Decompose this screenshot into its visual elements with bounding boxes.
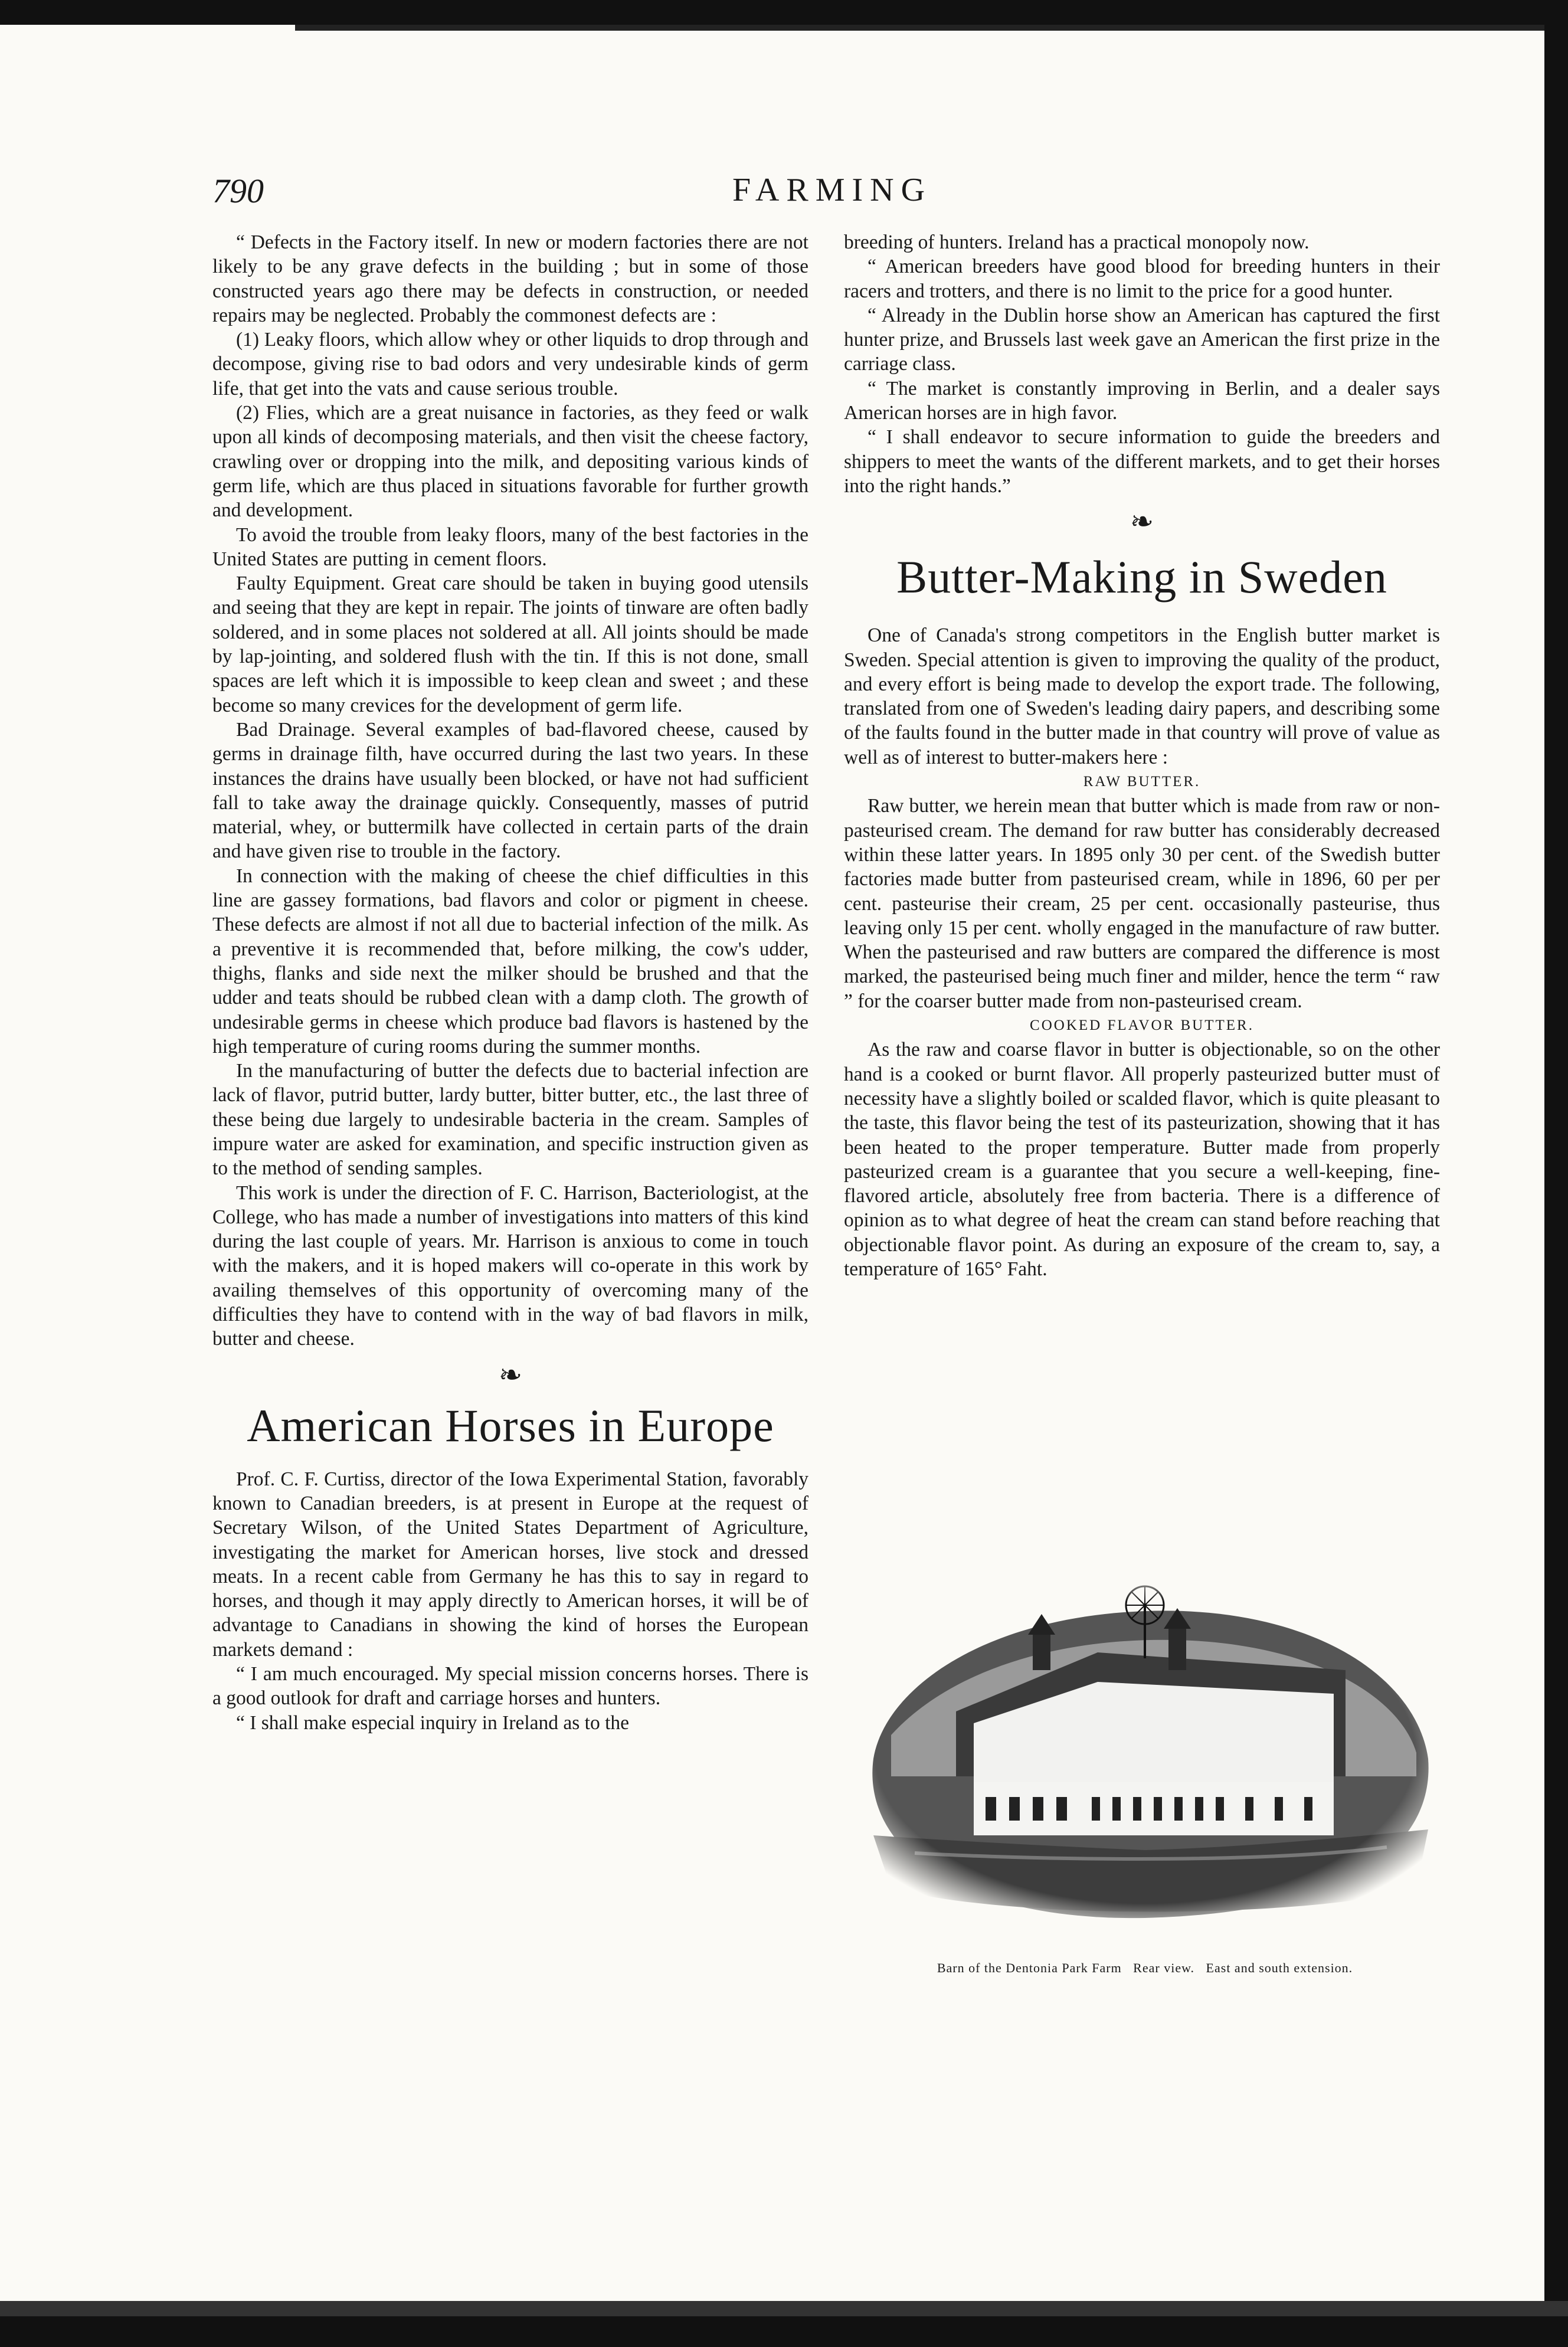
paragraph: breeding of hunters. Ireland has a practical monopoly now. <box>844 231 1310 253</box>
paragraph: “ Defects in the Factory itself. In new or modern factories there are not likely to be any grave defects in the building ; but in some of those constructed years ago there may be defects in construction, or needed repairs may be neglected. Probably the commonest defects are : <box>212 231 808 326</box>
paragraph: This work is under the direction of F. C. Harrison, Bacteriologist, at the College, who has made a number of investigations into matters of this kind during the last couple of years. Mr. Harrison is anxious to come in touch with the makers, and it is hoped makers will co-operate in this work by availing themselves of this opportunity of overcoming many of the difficulties they have to contend with in the way of bad flavors in milk, butter and cheese. <box>212 1181 808 1350</box>
paragraph: As the raw and coarse flavor in butter is objectionable, so on the other hand is a cooked or burnt flavor. All properly pasteurized butter must of necessity have a slightly boiled or scalded flavor, which is quite pleasant to the taste, this flavor being the test of its pasteurization, showing that it has been heated to the proper temperature. Butter made from properly pasteurized cream is a guarantee that you secure a well-keeping, fine-flavored article, absolutely free from bacteria. There is a difference of opinion as to what degree of heat the cream can stand before reaching that objectionable flavor point. As during an exposure of the cream to, say, a temperature of 165° Faht. <box>844 1039 1440 1280</box>
left-column <box>212 230 808 1735</box>
paragraph: In connection with the making of cheese the chief difficulties in this line are gassey formations, bad flavors and color or pigment in cheese. These defects are almost if not all due to bacterial infection of the milk. As a preventive it is recommended that, before milking, the cow's udder, thighs, flanks and side next the milker should be brushed and that the udder and teats should be rubbed clean with a damp cloth. The growth of undesirable germs in cheese which produce bad flavors is hastened by the high temperature of curing rooms during the summer months. <box>212 865 808 1058</box>
right-column <box>844 230 1440 1281</box>
paragraph: (1) Leaky floors, which allow whey or other liquids to drop through and decompose, giving rise to bad odors and very undesirable kinds of germ life, that get into the vats and cause serious trouble. <box>212 329 808 400</box>
paragraph: “ I shall make especial inquiry in Ireland as to the <box>236 1711 630 1734</box>
scan-border-right <box>1544 0 1568 2347</box>
paragraph: “ Already in the Dublin horse show an American has captured the first hunter prize, and Brussels last week gave an American the first prize in the carriage class. <box>844 304 1440 375</box>
scan-border-top <box>0 0 1568 25</box>
page-number: 790 <box>212 172 264 210</box>
paragraph: Faulty Equipment. Great care should be taken in buying good utensils and seeing that they are kept in repair. The joints of tinware are often badly soldered, and in some places not soldered at all. All joints should be made by lap-jointing, and soldered flush with the tin. If this is not done, small spaces are left which it is impossible to keep clean and sweet ; and these become so many crevices for the development of germ life. <box>212 572 808 716</box>
paragraph: “ The market is constantly improving in Berlin, and a dealer says American horses are in high favor. <box>844 377 1440 424</box>
paragraph: “ I shall endeavor to secure information to guide the breeders and shippers to meet the wants of the different markets, and to get their horses into the right hands.” <box>844 426 1440 497</box>
scan-border-bottom-inner <box>0 2301 1568 2316</box>
paragraph: Prof. C. F. Curtiss, director of the Iowa Experimental Station, favorably known to Canadian breeders, is at present in Europe at the request of Secretary Wilson, of the United States Department of Agriculture, investigating the market for American horses, live stock and dressed meats. In a recent cable from Germany he has this to say in regard to horses, and though it may apply directly to American horses, it will be of advantage to Canadians in showing the kind of horses the European markets demand : <box>212 1468 808 1661</box>
paragraph: (2) Flies, which are a great nuisance in factories, as they feed or walk upon all kinds of decomposing materials, and then visit the cheese factory, crawling over or dropping into the milk, and depositing various kinds of germ life, which are thus placed in situations favorable for further growth and development. <box>212 402 808 522</box>
page-title: FARMING <box>732 172 932 208</box>
paragraph: “ American breeders have good blood for breeding hunters in their racers and trotters, and there is no limit to the price for a good hunter. <box>844 256 1440 302</box>
scan-border-top-inner <box>295 25 1568 31</box>
subheading-cooked-flavor: COOKED FLAVOR BUTTER. <box>1030 1017 1254 1034</box>
ornament-icon: ❧ <box>1130 506 1154 538</box>
barn-engraving <box>838 1582 1452 1924</box>
ornament-icon: ❧ <box>498 1359 523 1391</box>
subheading-raw-butter: RAW BUTTER. <box>1083 774 1201 790</box>
paragraph: One of Canada's strong competitors in the English butter market is Sweden. Special attention is given to improving the quality of the product, and every effort is being made to develop the export trade. The following, translated from one of Sweden's leading dairy papers, and describing some of the faults found in the butter made in that country will prove of value as well as of interest to butter-makers here : <box>844 624 1440 768</box>
figure-caption: Barn of the Dentonia Park Farm Rear view. East and south extension. <box>937 1960 1353 1975</box>
paragraph: “ I am much encouraged. My special mission concerns horses. There is a good outlook for draft and carriage horses and hunters. <box>212 1663 808 1710</box>
paragraph: To avoid the trouble from leaky floors, many of the best factories in the United States are putting in cement floors. <box>212 523 808 570</box>
article-title-butter-making: Butter-Making in Sweden <box>896 551 1387 603</box>
page-header <box>212 171 1452 212</box>
paragraph: Raw butter, we herein mean that butter which is made from raw or non-pasteurised cream. The demand for raw butter has considerably decreased within these latter years. In 1895 only 30 per cent. of the Swedish butter factories made butter from pasteurised cream, while in 1896, 60 per per cent. pasteurise their cream, 25 per cent. occasionally pasteurise, thus leaving only 15 per cent. wholly engaged in the manufacture of raw butter. When the pasteurised and raw butters are compared the difference is most marked, the pasteurised being much finer and milder, hence the term “ raw ” for the coarser butter made from non-pasteurised cream. <box>844 795 1440 1012</box>
article-title-american-horses: American Horses in Europe <box>247 1399 774 1451</box>
paragraph: In the manufacturing of butter the defects due to bacterial infection are lack of flavor, putrid butter, lardy butter, bitter butter, etc., the last three of these being due largely to undesirable bacteria in the cream. Samples of impure water are asked for examination, and specific instruction given as to the method of sending samples. <box>212 1060 808 1180</box>
paragraph: Bad Drainage. Several examples of bad-flavored cheese, caused by germs in drainage filth, have occurred during the last two years. In these instances the drains have usually been blocked, or have not had sufficient fall to take away the drainage quickly. Consequently, masses of putrid material, whey, or buttermilk have collected in certain parts of the drain and have given rise to trouble in the factory. <box>212 718 808 863</box>
scan-border-bottom <box>0 2316 1568 2347</box>
barn-illustration <box>838 1582 1452 1924</box>
